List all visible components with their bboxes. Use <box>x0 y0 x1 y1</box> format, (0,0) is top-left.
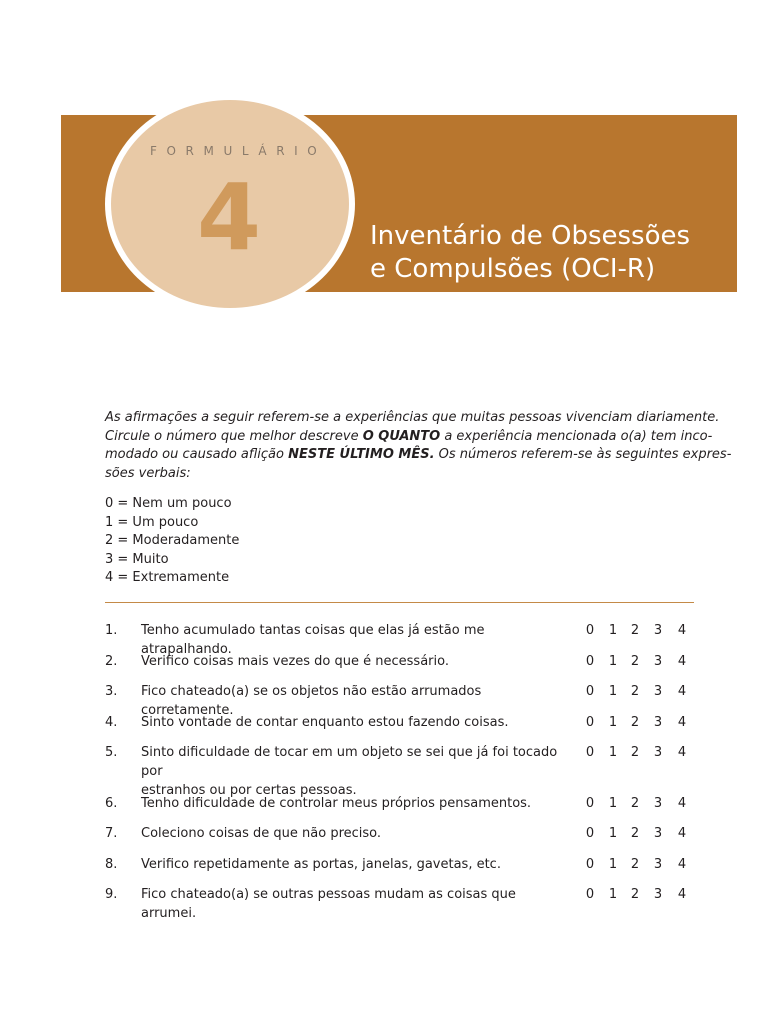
answer-option-0[interactable]: 0 <box>585 654 595 669</box>
answer-option-3[interactable]: 3 <box>653 684 663 699</box>
answer-option-1[interactable]: 1 <box>608 796 618 811</box>
question-text-line: Verifico repetidamente as portas, janelas, gavetas, etc. <box>141 857 501 872</box>
question-number: 4. <box>105 715 118 730</box>
title-line-2: e Compulsões (OCI-R) <box>370 254 656 284</box>
question-text <box>141 824 571 843</box>
question-text-line: Tenho acumulado tantas coisas que elas já estão me atrapalhando. <box>141 623 485 657</box>
answer-option-4[interactable]: 4 <box>677 654 687 669</box>
answer-option-2[interactable]: 2 <box>630 684 640 699</box>
question-number: 2. <box>105 654 118 669</box>
answer-option-2[interactable]: 2 <box>630 796 640 811</box>
instructions-text: a experiência mencionada o(a) tem inco- <box>440 428 713 444</box>
emphasis-how-much: O QUANTO <box>362 428 441 444</box>
answer-option-2[interactable]: 2 <box>630 857 640 872</box>
question-text-line: estranhos ou por certas pessoas. <box>141 783 357 798</box>
answer-option-3[interactable]: 3 <box>653 654 663 669</box>
question-text <box>141 885 571 923</box>
answer-option-0[interactable]: 0 <box>585 887 595 902</box>
question-number: 9. <box>105 887 118 902</box>
question-number: 5. <box>105 745 118 760</box>
answer-option-4[interactable]: 4 <box>677 887 687 902</box>
answer-option-1[interactable]: 1 <box>608 715 618 730</box>
answer-option-2[interactable]: 2 <box>630 887 640 902</box>
answer-option-4[interactable]: 4 <box>677 684 687 699</box>
question-text-line: Fico chateado(a) se os objetos não estão arrumados corretamente. <box>141 684 482 718</box>
instructions <box>105 409 732 483</box>
instructions-line-1: As afirmações a seguir referem-se a experiências que muitas pessoas vivenciam diariamente. <box>105 410 720 425</box>
answer-option-0[interactable]: 0 <box>585 796 595 811</box>
question-text <box>141 855 571 874</box>
answer-option-2[interactable]: 2 <box>630 826 640 841</box>
question-text <box>141 794 571 813</box>
question-text-line: Verifico coisas mais vezes do que é necessário. <box>141 654 449 669</box>
answer-option-1[interactable]: 1 <box>608 623 618 638</box>
question-number: 8. <box>105 857 118 872</box>
instructions-line-4: sões verbais: <box>105 465 191 481</box>
answer-option-3[interactable]: 3 <box>653 887 663 902</box>
answer-option-4[interactable]: 4 <box>677 826 687 841</box>
answer-option-0[interactable]: 0 <box>585 684 595 699</box>
answer-option-4[interactable]: 4 <box>677 715 687 730</box>
answer-option-0[interactable]: 0 <box>585 857 595 872</box>
answer-option-4[interactable]: 4 <box>677 623 687 638</box>
title-line-1: Inventário de Obsessões <box>370 221 691 251</box>
answer-option-3[interactable]: 3 <box>653 826 663 841</box>
scale-item-3: 3 = Muito <box>105 551 169 567</box>
answer-option-4[interactable]: 4 <box>677 745 687 760</box>
question-text-line: Sinto vontade de contar enquanto estou fazendo coisas. <box>141 715 509 730</box>
answer-option-1[interactable]: 1 <box>608 857 618 872</box>
instructions-text: modado ou causado aflição <box>105 447 289 463</box>
answer-option-2[interactable]: 2 <box>630 623 640 638</box>
question-text <box>141 652 571 671</box>
question-text-line: Tenho dificuldade de controlar meus próprios pensamentos. <box>141 796 532 811</box>
question-number: 6. <box>105 796 118 811</box>
form-label: FORMULÁRIO <box>150 144 327 158</box>
divider <box>105 602 694 603</box>
answer-option-0[interactable]: 0 <box>585 826 595 841</box>
answer-option-3[interactable]: 3 <box>653 796 663 811</box>
answer-option-1[interactable]: 1 <box>608 684 618 699</box>
answer-option-3[interactable]: 3 <box>653 623 663 638</box>
answer-option-3[interactable]: 3 <box>653 745 663 760</box>
answer-option-2[interactable]: 2 <box>630 745 640 760</box>
emphasis-last-month: NESTE ÚLTIMO MÊS. <box>288 447 435 463</box>
answer-option-4[interactable]: 4 <box>677 857 687 872</box>
answer-option-4[interactable]: 4 <box>677 796 687 811</box>
scale-item-1: 1 = Um pouco <box>105 514 199 530</box>
answer-option-2[interactable]: 2 <box>630 715 640 730</box>
scale-item-0: 0 = Nem um pouco <box>105 496 232 511</box>
instructions-text: Circule o número que melhor descreve <box>105 428 363 444</box>
form-number: 4 <box>196 164 261 271</box>
scale-item-4: 4 = Extremamente <box>105 570 230 586</box>
question-text-line: Sinto dificuldade de tocar em um objeto se sei que já foi tocado por <box>141 745 558 779</box>
answer-option-3[interactable]: 3 <box>653 715 663 730</box>
scale-item-2: 2 = Moderadamente <box>105 533 240 549</box>
answer-option-2[interactable]: 2 <box>630 654 640 669</box>
question-text-line: Fico chateado(a) se outras pessoas mudam as coisas que arrumei. <box>141 887 516 921</box>
page-title <box>370 220 730 286</box>
instructions-line-2 <box>105 428 713 447</box>
question-number: 3. <box>105 684 118 699</box>
question-text <box>141 713 571 732</box>
rating-scale <box>105 495 239 588</box>
answer-option-1[interactable]: 1 <box>608 745 618 760</box>
answer-option-0[interactable]: 0 <box>585 745 595 760</box>
question-text <box>141 743 571 800</box>
answer-option-0[interactable]: 0 <box>585 623 595 638</box>
question-text-line: Coleciono coisas de que não preciso. <box>141 826 382 841</box>
answer-option-1[interactable]: 1 <box>608 654 618 669</box>
instructions-line-3 <box>105 446 732 465</box>
answer-option-0[interactable]: 0 <box>585 715 595 730</box>
question-number: 1. <box>105 623 118 638</box>
instructions-text: Os números referem-se às seguintes expres- <box>434 447 732 463</box>
answer-option-1[interactable]: 1 <box>608 826 618 841</box>
answer-option-3[interactable]: 3 <box>653 857 663 872</box>
question-number: 7. <box>105 826 118 841</box>
answer-option-1[interactable]: 1 <box>608 887 618 902</box>
